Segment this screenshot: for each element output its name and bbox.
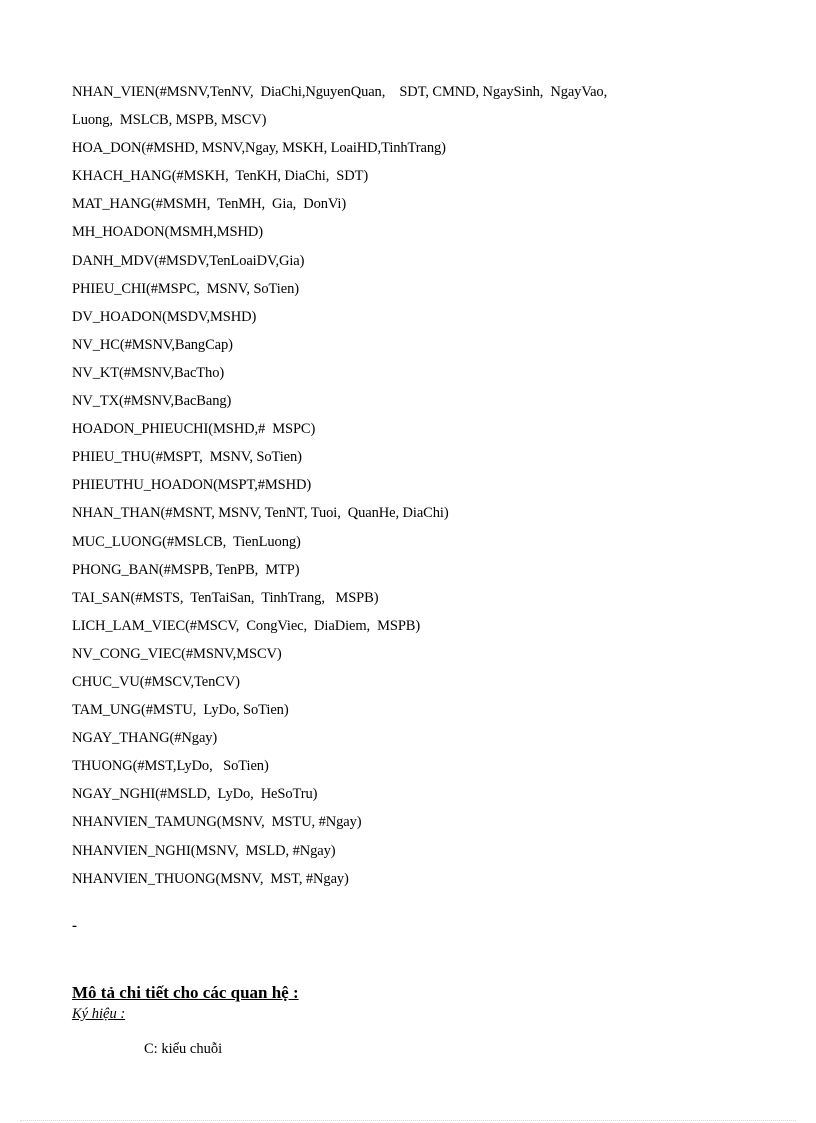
relation-line: Luong, MSLCB, MSPB, MSCV) bbox=[72, 112, 267, 129]
relation-line: PHIEUTHU_HOADON(MSPT,#MSHD) bbox=[72, 477, 312, 494]
relation-line: NV_KT(#MSNV,BacTho) bbox=[72, 364, 225, 381]
relation-line: DANH_MDV(#MSDV,TenLoaiDV,Gia) bbox=[72, 252, 305, 269]
relation-line: NV_CONG_VIEC(#MSNV,MSCV) bbox=[72, 645, 282, 662]
relation-list bbox=[72, 78, 772, 893]
relation-line: HOADON_PHIEUCHI(MSHD,# MSPC) bbox=[72, 421, 316, 438]
page-boundary bbox=[20, 1120, 796, 1121]
relation-line: NGAY_THANG(#Ngay) bbox=[72, 730, 218, 747]
relation-line: CHUC_VU(#MSCV,TenCV) bbox=[72, 673, 240, 690]
relation-line: NHANVIEN_TAMUNG(MSNV, MSTU, #Ngay) bbox=[72, 814, 362, 831]
relation-line: NHAN_THAN(#MSNT, MSNV, TenNT, Tuoi, QuanHe, DiaChi) bbox=[72, 505, 449, 522]
relation-line: DV_HOADON(MSDV,MSHD) bbox=[72, 308, 257, 325]
relation-line: NV_TX(#MSNV,BacBang) bbox=[72, 393, 232, 410]
relation-line: NHANVIEN_NGHI(MSNV, MSLD, #Ngay) bbox=[72, 842, 336, 859]
relation-line: THUONG(#MST,LyDo, SoTien) bbox=[72, 758, 269, 775]
section-heading: Mô tả chi tiết cho các quan hệ : bbox=[72, 983, 299, 1002]
relation-line: TAM_UNG(#MSTU, LyDo, SoTien) bbox=[72, 702, 289, 719]
relation-line: LICH_LAM_VIEC(#MSCV, CongViec, DiaDiem, MSPB) bbox=[72, 617, 421, 634]
relation-line: TAI_SAN(#MSTS, TenTaiSan, TinhTrang, MSPB) bbox=[72, 589, 379, 606]
relation-line: NV_HC(#MSNV,BangCap) bbox=[72, 336, 233, 353]
relation-line: MUC_LUONG(#MSLCB, TienLuong) bbox=[72, 533, 301, 550]
relation-line: PHONG_BAN(#MSPB, TenPB, MTP) bbox=[72, 561, 300, 578]
relation-line: NHANVIEN_THUONG(MSNV, MST, #Ngay) bbox=[72, 870, 349, 887]
relation-line: PHIEU_CHI(#MSPC, MSNV, SoTien) bbox=[72, 280, 299, 297]
dash-marker: - bbox=[72, 918, 77, 934]
relation-line: NGAY_NGHI(#MSLD, LyDo, HeSoTru) bbox=[72, 786, 318, 803]
relation-line: MH_HOADON(MSMH,MSHD) bbox=[72, 224, 263, 241]
notation-legend-item: C: kiểu chuỗi bbox=[144, 1041, 223, 1057]
notation-heading: Ký hiệu : bbox=[72, 1006, 126, 1022]
relation-line: KHACH_HANG(#MSKH, TenKH, DiaChi, SDT) bbox=[72, 168, 369, 185]
relation-line: NHAN_VIEN(#MSNV,TenNV, DiaChi,NguyenQuan, SDT, CMND, NgaySinh, NgayVao, bbox=[72, 84, 608, 100]
relation-line: PHIEU_THU(#MSPT, MSNV, SoTien) bbox=[72, 449, 302, 466]
relation-line: MAT_HANG(#MSMH, TenMH, Gia, DonVi) bbox=[72, 196, 347, 213]
relation-line: HOA_DON(#MSHD, MSNV,Ngay, MSKH, LoaiHD,TinhTrang) bbox=[72, 140, 446, 157]
